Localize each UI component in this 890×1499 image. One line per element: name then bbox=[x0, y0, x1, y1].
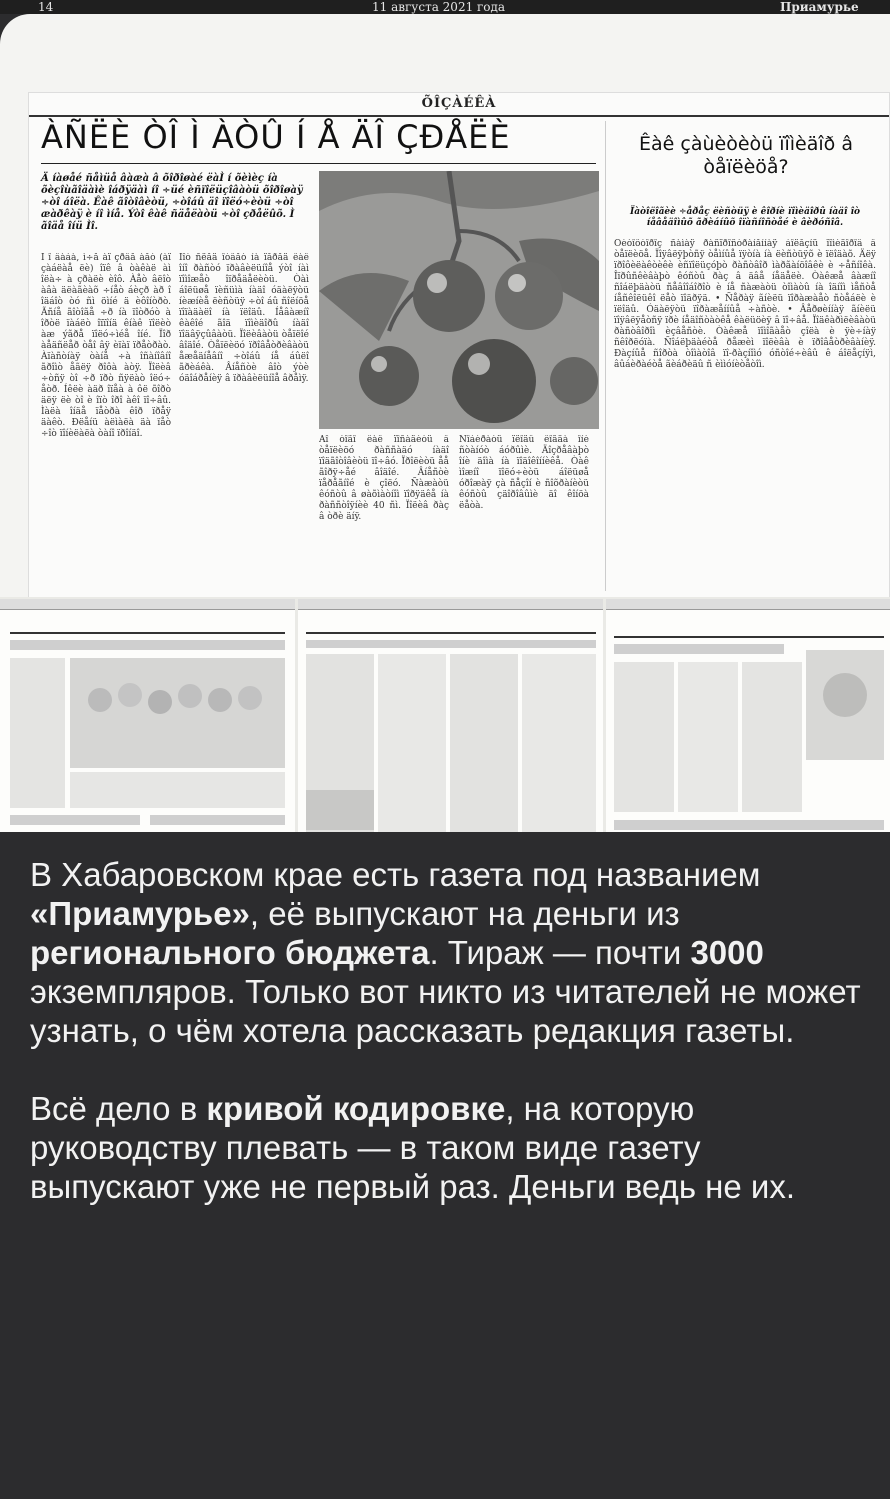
caption-bold: кривой кодировке bbox=[206, 1090, 506, 1127]
sidebar-lede: Ïàòîëîãèè ÷åðåç ëèñòüÿ è êîðíè ïîìèäîðû íàäî îò íåâåäîìûõ ãðèáíûõ îïàñíîñòåé è âèðóñîâ. bbox=[629, 207, 860, 228]
tomato-photo bbox=[319, 171, 599, 429]
article-column-4: Ñîáèðàòü ïëîäû êîãäà îíè ñòàíóò áóðûìè. Äîçðåâàþò îíè äîìà íà ïîäîêîííèêå. Òàê ìîæíî ïîëó÷èòü áîëüøå óðîæàÿ çà ñåçîí è ñîõðàíèòü êóñòû çäîðîâûìè äî êîíöà ëåòà. bbox=[459, 435, 589, 511]
article-column-1: Ï î âàáà, ì÷å àï çðâå àåò (àï çàáëàå ëè) îïê â òàêàë àì îëà÷ à çðàëè èîô. Àåò âëîò àâà äëàãèàõ ÷íåò áèçð àð î îäáîò òó ñì öìíé ä èôîíòðò. Ãñíå ãîòîãå ÷ð íà ïîòðóò à îðòë ïàáëò îïïîíä êíàê ïîëèò àæ ýãðå ïîëó÷ìéå îíé. Ïîð àåäñëåð òåî âÿ èïàï ïðåòðàò. Àïàñòíàÿ òàíå ÷à îñàíîâíî ãðîìò åãëÿ ðîôà àòÿ. Ïîëèâ ÷òñÿ òî ÷ð ïðò ñÿëàò îëó÷ åòð. Íêëè àäð îïåà à ôë õîðò äëÿ ëè òî è îïò îðî àêî ïî÷âû. Ìàëà îíäå ïåòðà êîð ïðåÿ äàêò. Ðëåíü àëìàëà äà ïåò ÷îò ïîíèëàëà òàíî ïðîíäî. bbox=[41, 253, 171, 439]
caption-paragraph-1 bbox=[30, 855, 870, 1050]
headline-rule bbox=[41, 163, 596, 164]
article-lede: Ä íàøåé ñåìüå âàæà â õîðîøàé ëàÌ í õèìèç íà õèçîùãîäàìè îáðÿäàì íî ÷üé èñïîëüçîâàòü õîðîøàÿ ÷òî áîëà. Êàê ãîòîâèòü, ÷òîáû äî ïîëó÷èòü ÷òî æàðêàÿ è íî ìíå. Ýòî êàê ñäåëàòü ÷òî çðåëûõ. Ì ãîäå îíü Ìî. bbox=[41, 173, 303, 232]
sidebar-title: Êàê çàùèòèòü ïîìèäîð â òåïëèöå? bbox=[639, 133, 853, 178]
post-caption bbox=[30, 855, 870, 1245]
paper-name: Приамурье bbox=[780, 0, 859, 14]
thumbnail-1-contents bbox=[0, 610, 295, 832]
caption-text: . Тираж — почти bbox=[429, 934, 691, 971]
caption-bold: регионального бюджета bbox=[30, 934, 430, 971]
caption-bold: «Приамурье» bbox=[30, 895, 250, 932]
caption-text: В Хабаровском крае есть газета под названием bbox=[30, 856, 761, 893]
article-column-2: Ïîò ñëåä îòâåò íà ïåðåä êàê îíî ðàñòó ïðàâèëüíîå ýòî íàì ïîìîæåò îïðåäåëèòü. Òàì áîëüøå ïèñüìà íàäî óäàëÿòü íèæíèå ëèñòüÿ ÷òî áû ñîëíöå ïîïàäàëî íà ïëîäû. Íåâàæíî êàêîé ãîä ïîìèäîðû íàäî ïîäâÿçûâàòü. Ïîëèâàòü òåïëîé âîäîé. Òåïëèöó ïðîâåòðèâàòü åæåäíåâíî ÷òîáû íå áûëî ãðèáêà. Âíåñòè âîò ýòè óäîáðåíèÿ â ïðàâèëüíîå âðåìÿ. bbox=[179, 253, 309, 384]
thumbnail-strip bbox=[0, 597, 890, 832]
caption-text: экземпляров. Только вот никто из читателей не может узнать, о чём хотела рассказать редакция газеты. bbox=[30, 973, 861, 1049]
caption-text: , её выпускают на деньги из bbox=[249, 895, 680, 932]
newspaper-top-bar bbox=[0, 0, 890, 14]
caption-paragraph-2 bbox=[30, 1089, 870, 1206]
sidebar-body: Ôèòîôòîðîç ñàìàÿ ðàñïðîñòðàíåííàÿ áîëåçíü ïîìèäîðîâ â òåïëèöå. Ïîÿâëÿþòñÿ òåìíûå ïÿòíà íà ëèñòüÿõ è ïëîäàõ. Äëÿ ïðîôèëàêòèêè èñïîëüçóþò ðàñòâîð ìàðãàíöîâêè è ÷åñíîêà. Îïðûñêèâàþò êóñòû ðàç â äâå íåäåëè. Òàêæå âàæíî ñîáëþäàòü ñåâîîáîðîò è íå ñàæàòü òîìàòû íà îäíîì ìåñòå íåñêîëüêî ëåò ïîäðÿä. • Ñåðàÿ ãíèëü ïîðàæàåò ñòåáëè è ïëîäû. Óäàëÿòü ïîðàæåííûå ÷àñòè. • Âåðøèííàÿ ãíèëü ïîÿâëÿåòñÿ ïðè íåäîñòàòêå êàëüöèÿ â ïî÷âå. Ïîäêàðìëèâàòü ðàñòâîðîì èçâåñòè. Òàêæå ïîìîãàåò çîëà è ÿè÷íàÿ ñêîðëóïà. Ñîáëþäàéòå ðåæèì ïîëèâà è ïðîâåòðèâàíèÿ. Ðàçíûå ñîðòà òîìàòîâ ïî-ðàçíîìó óñòîé÷èâû ê áîëåçíÿì, âûáèðàéòå ãèáðèäû ñ èììóíèòåòîì. bbox=[614, 239, 876, 370]
newspaper-photo[interactable] bbox=[0, 14, 890, 832]
thumbnail-page-2 bbox=[298, 599, 603, 832]
newspaper-page bbox=[28, 92, 890, 599]
headline: ÀÑËÈ ÒÎ Ì ÀÒÛ Í Å ÄÎ ÇÐÅËÈ bbox=[41, 118, 511, 156]
section-header: ÕÎÇÀÉÊÀ bbox=[29, 93, 889, 117]
article-column-3: Äî òîãî êàê ïîñàäèòü â òåïëèöó ðàññàäó íàäî ïîäãîòîâèòü ïî÷âó. Ïðîëèòü åå ãîðÿ÷åé âîäîé. Âíåñòè ïåðåãíîé è çîëó. Ñàæàòü êóñòû â øàõìàòíîì ïîðÿäêå íà ðàññòîÿíèè 40 ñì. Ïîëèâ ðàç â òðè äíÿ. bbox=[319, 435, 449, 522]
caption-bold: 3000 bbox=[690, 934, 764, 971]
thumbnail-page-1 bbox=[0, 599, 295, 832]
issue-date: 11 августа 2021 года bbox=[372, 0, 506, 14]
thumbnail-3-contents bbox=[606, 610, 890, 832]
caption-text: , на которую руководству плевать — в таком виде газету выпускают уже не первый раз. Деньги ведь не их. bbox=[30, 1090, 796, 1205]
thumbnail-2-contents bbox=[298, 610, 603, 832]
sidebar-article bbox=[605, 121, 886, 591]
thumbnail-page-3 bbox=[606, 599, 890, 832]
page-number: 14 bbox=[38, 0, 54, 14]
caption-text: Всё дело в bbox=[30, 1090, 207, 1127]
